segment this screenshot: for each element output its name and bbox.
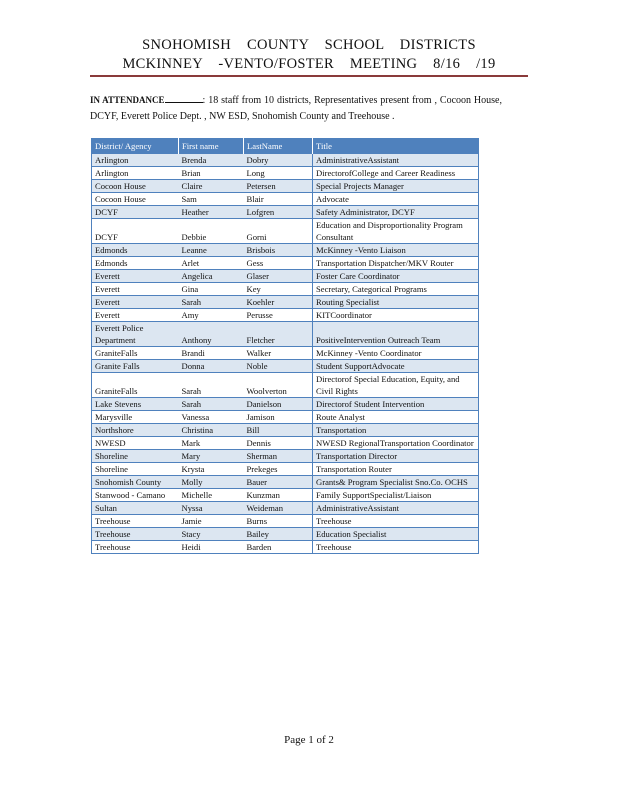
attendance-paragraph [90, 92, 502, 125]
cell-district: Everett Police Department [92, 322, 179, 347]
cell-last-name: Key [244, 283, 313, 296]
table-row [92, 502, 479, 515]
cell-title: NWESD RegionalTransportation Coordinator [313, 437, 479, 450]
cell-title: Transportation Router [313, 463, 479, 476]
cell-last-name: Barden [244, 541, 313, 554]
cell-district: Shoreline [92, 463, 179, 476]
cell-district: Cocoon House [92, 180, 179, 193]
attendance-text: : 18 staff from 10 districts, Representatives present from , Cocoon House, DCYF, Everett Police Dept. , NW ESD, Snohomish County and Treehouse . [90, 95, 502, 122]
table-row [92, 167, 479, 180]
cell-title: Transportation Director [313, 450, 479, 463]
table-row [92, 515, 479, 528]
cell-last-name: Dennis [244, 437, 313, 450]
table-row [92, 270, 479, 283]
cell-title: Routing Specialist [313, 296, 479, 309]
table-row [92, 360, 479, 373]
cell-district: Northshore [92, 424, 179, 437]
cell-district: Everett [92, 270, 179, 283]
cell-first-name: Leanne [179, 244, 244, 257]
cell-first-name: Sam [179, 193, 244, 206]
page-number: Page 1 of 2 [284, 734, 334, 746]
cell-district: NWESD [92, 437, 179, 450]
cell-last-name: Gorni [244, 219, 313, 244]
cell-last-name: Blair [244, 193, 313, 206]
cell-last-name: Fletcher [244, 322, 313, 347]
cell-first-name: Donna [179, 360, 244, 373]
cell-first-name: Krysta [179, 463, 244, 476]
cell-district: Lake Stevens [92, 398, 179, 411]
cell-title: Foster Care Coordinator [313, 270, 479, 283]
cell-last-name: Brisbois [244, 244, 313, 257]
cell-last-name: Gess [244, 257, 313, 270]
cell-last-name: Bailey [244, 528, 313, 541]
cell-first-name: Amy [179, 309, 244, 322]
cell-last-name: Petersen [244, 180, 313, 193]
cell-last-name: Kunzman [244, 489, 313, 502]
cell-title: Advocate [313, 193, 479, 206]
cell-district: Edmonds [92, 257, 179, 270]
cell-last-name: Woolverton [244, 373, 313, 398]
cell-title: Student SupportAdvocate [313, 360, 479, 373]
cell-district: Treehouse [92, 541, 179, 554]
cell-first-name: Sarah [179, 373, 244, 398]
cell-district: GraniteFalls [92, 373, 179, 398]
cell-first-name: Angelica [179, 270, 244, 283]
cell-title: Family SupportSpecialist/Liaison [313, 489, 479, 502]
table-row [92, 257, 479, 270]
cell-title: KITCoordinator [313, 309, 479, 322]
cell-first-name: Christina [179, 424, 244, 437]
cell-first-name: Mary [179, 450, 244, 463]
cell-title: Treehouse [313, 541, 479, 554]
cell-district: Everett [92, 283, 179, 296]
table-row [92, 463, 479, 476]
cell-first-name: Heather [179, 206, 244, 219]
cell-first-name: Anthony [179, 322, 244, 347]
cell-district: DCYF [92, 206, 179, 219]
cell-last-name: Jamison [244, 411, 313, 424]
cell-first-name: Sarah [179, 296, 244, 309]
table-row [92, 244, 479, 257]
table-row [92, 322, 479, 347]
cell-last-name: Dobry [244, 154, 313, 167]
table-row [92, 347, 479, 360]
cell-title: Special Projects Manager [313, 180, 479, 193]
header-first-name: First name [179, 138, 244, 154]
table-row [92, 450, 479, 463]
cell-last-name: Koehler [244, 296, 313, 309]
cell-first-name: Brian [179, 167, 244, 180]
cell-title: Route Analyst [313, 411, 479, 424]
cell-first-name: Mark [179, 437, 244, 450]
cell-last-name: Bauer [244, 476, 313, 489]
cell-title: Transportation Dispatcher/MKV Router [313, 257, 479, 270]
cell-first-name: Stacy [179, 528, 244, 541]
cell-title: PositiveIntervention Outreach Team [313, 322, 479, 347]
cell-district: Granite Falls [92, 360, 179, 373]
title-line-1: SNOHOMISH COUNTY SCHOOL DISTRICTS [142, 37, 476, 53]
table-row [92, 219, 479, 244]
title-line-2: MCKINNEY -VENTO/FOSTER MEETING 8/16 /19 [122, 56, 496, 72]
table-row [92, 398, 479, 411]
table-row [92, 541, 479, 554]
cell-last-name: Sherman [244, 450, 313, 463]
cell-last-name: Noble [244, 360, 313, 373]
cell-title: Directorof Special Education, Equity, and Civil Rights [313, 373, 479, 398]
table-row [92, 193, 479, 206]
header-district: District/ Agency [92, 138, 179, 154]
cell-district: Treehouse [92, 515, 179, 528]
cell-last-name: Burns [244, 515, 313, 528]
cell-title: Education and Disproportionality Program Consultant [313, 219, 479, 244]
document-title [90, 36, 528, 74]
cell-title: McKinney -Vento Liaison [313, 244, 479, 257]
table-row [92, 180, 479, 193]
cell-first-name: Michelle [179, 489, 244, 502]
cell-district: Marysville [92, 411, 179, 424]
cell-district: Shoreline [92, 450, 179, 463]
cell-district: DCYF [92, 219, 179, 244]
cell-first-name: Heidi [179, 541, 244, 554]
cell-title: Treehouse [313, 515, 479, 528]
header-title: Title [313, 138, 479, 154]
cell-title: AdministrativeAssistant [313, 154, 479, 167]
table-row [92, 373, 479, 398]
cell-last-name: Danielson [244, 398, 313, 411]
cell-first-name: Molly [179, 476, 244, 489]
cell-first-name: Sarah [179, 398, 244, 411]
table-row [92, 476, 479, 489]
table-row [92, 437, 479, 450]
cell-title: DirectorofCollege and Career Readiness [313, 167, 479, 180]
cell-title: Secretary, Categorical Programs [313, 283, 479, 296]
cell-title: Grants& Program Specialist Sno.Co. OCHS [313, 476, 479, 489]
cell-last-name: Glaser [244, 270, 313, 283]
cell-district: Arlington [92, 154, 179, 167]
cell-last-name: Walker [244, 347, 313, 360]
cell-last-name: Lofgren [244, 206, 313, 219]
table-row [92, 296, 479, 309]
attendance-label: IN ATTENDANCE [90, 95, 165, 105]
cell-district: GraniteFalls [92, 347, 179, 360]
cell-last-name: Perusse [244, 309, 313, 322]
cell-district: Everett [92, 296, 179, 309]
attendance-underline [165, 93, 203, 103]
cell-district: Sultan [92, 502, 179, 515]
cell-district: Everett [92, 309, 179, 322]
attendee-table [91, 138, 479, 554]
cell-last-name: Prekeges [244, 463, 313, 476]
cell-district: Cocoon House [92, 193, 179, 206]
cell-first-name: Jamie [179, 515, 244, 528]
cell-first-name: Debbie [179, 219, 244, 244]
cell-last-name: Bill [244, 424, 313, 437]
cell-district: Arlington [92, 167, 179, 180]
cell-last-name: Weideman [244, 502, 313, 515]
table-row [92, 489, 479, 502]
cell-first-name: Nyssa [179, 502, 244, 515]
table-header-row [92, 138, 479, 154]
cell-first-name: Claire [179, 180, 244, 193]
cell-title: AdministrativeAssistant [313, 502, 479, 515]
title-divider [90, 75, 528, 77]
cell-district: Edmonds [92, 244, 179, 257]
table-row [92, 309, 479, 322]
header-last-name: LastName [244, 138, 313, 154]
cell-title: Safety Administrator, DCYF [313, 206, 479, 219]
table-row [92, 424, 479, 437]
table-row [92, 411, 479, 424]
table-row [92, 154, 479, 167]
cell-district: Stanwood - Camano [92, 489, 179, 502]
cell-district: Treehouse [92, 528, 179, 541]
cell-district: Snohomish County [92, 476, 179, 489]
table-row [92, 206, 479, 219]
cell-title: Education Specialist [313, 528, 479, 541]
cell-first-name: Brandi [179, 347, 244, 360]
cell-title: McKinney -Vento Coordinator [313, 347, 479, 360]
cell-title: Transportation [313, 424, 479, 437]
cell-first-name: Gina [179, 283, 244, 296]
cell-first-name: Brenda [179, 154, 244, 167]
cell-first-name: Vanessa [179, 411, 244, 424]
cell-last-name: Long [244, 167, 313, 180]
cell-first-name: Arlet [179, 257, 244, 270]
cell-title: Directorof Student Intervention [313, 398, 479, 411]
table-row [92, 528, 479, 541]
table-row [92, 283, 479, 296]
